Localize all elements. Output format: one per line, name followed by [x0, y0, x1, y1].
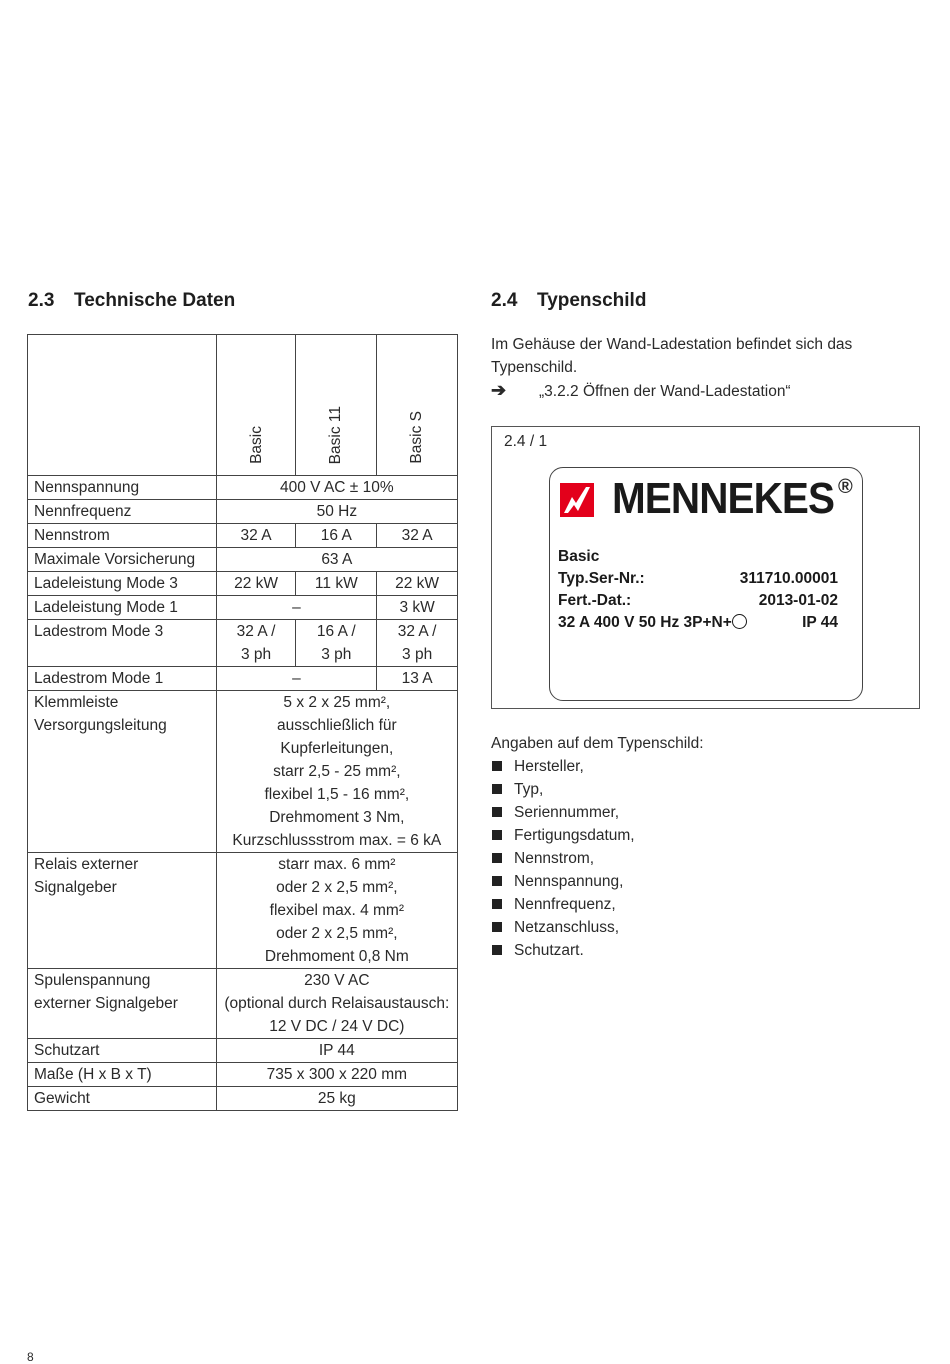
label-line: externer Signalgeber — [34, 995, 178, 1012]
figure-label: 2.4 / 1 — [504, 433, 548, 450]
plate-serial-label: Typ.Ser-Nr.: — [558, 570, 645, 587]
table-row — [28, 476, 458, 500]
table-row — [28, 596, 458, 620]
label-line: Spulenspannung — [34, 972, 151, 989]
list-item: Seriennummer, — [491, 801, 635, 824]
section-title: Typenschild — [537, 290, 647, 311]
row-value: – — [216, 596, 377, 620]
row-label: Nennspannung — [28, 476, 217, 500]
arrow-right-icon: ➔ — [491, 380, 507, 400]
table-row — [28, 572, 458, 596]
value-line: 16 A / — [316, 623, 356, 640]
row-label: Gewicht — [28, 1087, 217, 1111]
plate-date-value: 2013-01-02 — [758, 592, 838, 609]
list-item: Nennfrequenz, — [491, 893, 635, 916]
label-line: Relais externer — [34, 856, 139, 873]
table-row — [28, 853, 458, 969]
row-value: 22 kW — [377, 572, 458, 596]
value-line: 32 A / — [397, 623, 437, 640]
list-item: Typ, — [491, 778, 635, 801]
row-label: Nennstrom — [28, 524, 217, 548]
row-value: 3 kW — [377, 596, 458, 620]
row-value — [296, 620, 377, 667]
label-line: Versorgungsleitung — [34, 717, 167, 734]
row-value: 13 A — [377, 667, 458, 691]
value-line: 12 V DC / 24 V DC) — [269, 1018, 405, 1035]
lightning-mark-icon — [560, 483, 594, 517]
plate-model: Basic — [558, 548, 600, 565]
table-row — [28, 1087, 458, 1111]
value-line: 3 ph — [240, 646, 272, 663]
value-line: ausschließlich für — [276, 717, 397, 734]
row-label: Ladeleistung Mode 3 — [28, 572, 217, 596]
list-item: Fertigungsdatum, — [491, 824, 635, 847]
table-row — [28, 524, 458, 548]
value-line: 3 ph — [402, 646, 433, 663]
value-line: 5 x 2 x 25 mm², — [283, 694, 391, 711]
type-plate — [549, 467, 863, 701]
column-header-basic: Basic — [216, 335, 296, 476]
row-value: 400 V AC ± 10% — [216, 476, 457, 500]
value-line: flexibel max. 4 mm² — [269, 902, 405, 919]
value-line: (optional durch Relaisaustausch: — [224, 995, 450, 1012]
plate-serial-value: 311710.00001 — [739, 570, 838, 587]
table-row — [28, 548, 458, 572]
row-value: 32 A — [216, 524, 296, 548]
plate-rating — [558, 614, 747, 632]
section-heading-technische-daten — [28, 290, 235, 312]
label-line: Klemmleiste — [34, 694, 119, 711]
row-value: 63 A — [216, 548, 457, 572]
row-label — [28, 691, 217, 853]
section-number: 2.4 — [491, 290, 518, 311]
row-label: Schutzart — [28, 1039, 217, 1063]
row-label: Nennfrequenz — [28, 500, 217, 524]
row-value: 16 A — [296, 524, 377, 548]
earth-ground-icon — [732, 614, 747, 629]
column-header-basic-11: Basic 11 — [296, 335, 377, 476]
row-value: 735 x 300 x 220 mm — [216, 1063, 457, 1087]
row-value: 50 Hz — [216, 500, 457, 524]
value-line: Drehmoment 3 Nm, — [269, 809, 405, 826]
plate-rating-text: 32 A 400 V 50 Hz 3P+N+ — [558, 614, 732, 631]
cross-reference — [491, 379, 791, 403]
value-line: starr max. 6 mm² — [278, 856, 396, 873]
row-label: Ladeleistung Mode 1 — [28, 596, 217, 620]
table-row — [28, 1063, 458, 1087]
row-value: IP 44 — [216, 1039, 457, 1063]
plate-date-label: Fert.-Dat.: — [558, 592, 632, 609]
column-header-basic-s: Basic S — [377, 335, 458, 476]
registered-mark: ® — [838, 476, 853, 498]
value-line: Kupferleitungen, — [280, 740, 394, 757]
row-value: 25 kg — [216, 1087, 457, 1111]
row-value — [377, 620, 458, 667]
list-item: Schutzart. — [491, 939, 635, 962]
section-heading-typenschild — [491, 290, 646, 312]
row-label — [28, 853, 217, 969]
row-label: Ladestrom Mode 3 — [28, 620, 217, 667]
list-item: Netzanschluss, — [491, 916, 635, 939]
row-label: Maximale Vorsicherung — [28, 548, 217, 572]
table-row — [28, 1039, 458, 1063]
brand-name: MENNEKES — [612, 474, 835, 523]
row-value: 32 A — [377, 524, 458, 548]
table-header-row — [28, 335, 458, 476]
value-line: Drehmoment 0,8 Nm — [264, 948, 409, 965]
value-line: 32 A / — [236, 623, 276, 640]
value-line: 230 V AC — [304, 972, 370, 989]
row-label — [28, 969, 217, 1039]
value-line: starr 2,5 - 25 mm², — [273, 763, 401, 780]
table-row — [28, 691, 458, 853]
value-line: oder 2 x 2,5 mm², — [276, 879, 398, 896]
value-line: flexibel 1,5 - 16 mm², — [264, 786, 410, 803]
row-label: Ladestrom Mode 1 — [28, 667, 217, 691]
row-value: 22 kW — [216, 572, 296, 596]
plate-info-list — [491, 755, 635, 962]
mennekes-logo-icon — [560, 483, 594, 517]
cross-reference-text: „3.2.2 Öffnen der Wand-Ladestation“ — [539, 383, 791, 400]
row-value: 11 kW — [296, 572, 377, 596]
table-row — [28, 969, 458, 1039]
row-label: Maße (H x B x T) — [28, 1063, 217, 1087]
value-line: 3 ph — [321, 646, 352, 663]
value-line: oder 2 x 2,5 mm², — [276, 925, 398, 942]
list-item: Hersteller, — [491, 755, 635, 778]
table-row — [28, 620, 458, 667]
list-item: Nennstrom, — [491, 847, 635, 870]
section-number: 2.3 — [28, 290, 55, 311]
page-number: 8 — [27, 1350, 34, 1364]
row-value — [216, 853, 457, 969]
table-row — [28, 667, 458, 691]
label-line: Signalgeber — [34, 879, 117, 896]
row-value: – — [216, 667, 377, 691]
technical-data-table — [27, 334, 458, 1111]
value-line: Kurzschlussstrom max. = 6 kA — [232, 832, 442, 849]
row-value — [216, 969, 457, 1039]
plate-ip-rating: IP 44 — [802, 614, 838, 631]
plate-info-heading: Angaben auf dem Typenschild: — [491, 735, 704, 752]
section-title: Technische Daten — [74, 290, 236, 311]
row-value — [216, 620, 296, 667]
figure-frame — [491, 426, 920, 709]
row-value — [216, 691, 457, 853]
table-row — [28, 500, 458, 524]
list-item: Nennspannung, — [491, 870, 635, 893]
header-empty-cell — [28, 335, 217, 476]
intro-paragraph: Im Gehäuse der Wand-Ladestation befindet sich das Typenschild. — [491, 336, 853, 376]
